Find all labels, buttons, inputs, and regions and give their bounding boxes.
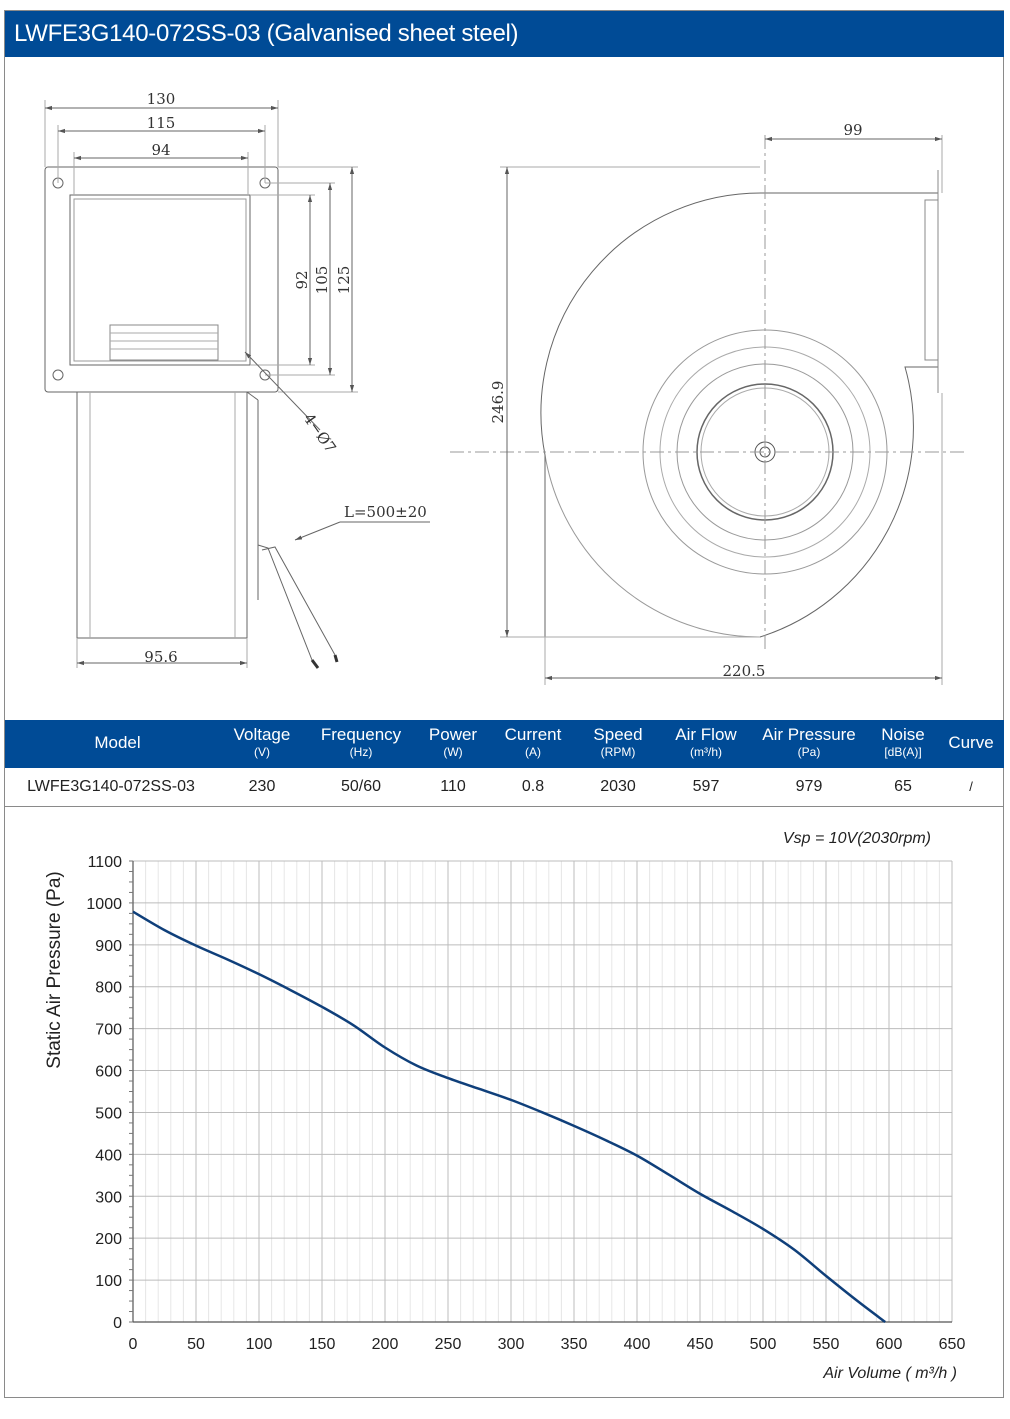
header-air-pressure: Air Pressure (Pa) xyxy=(762,725,856,759)
x-tick-label: 400 xyxy=(623,1336,651,1353)
x-tick-label: 50 xyxy=(187,1336,205,1353)
cable-wire xyxy=(258,545,312,660)
x-tick-label: 0 xyxy=(128,1336,138,1353)
header-speed: Speed (RPM) xyxy=(593,725,643,759)
grid-major xyxy=(133,861,952,1322)
y-tick-label: 500 xyxy=(95,1105,122,1123)
y-tick-label: 400 xyxy=(95,1147,122,1165)
dim-105: 105 xyxy=(313,265,331,295)
x-tick-label: 200 xyxy=(371,1336,399,1353)
x-tick-label: 350 xyxy=(560,1336,588,1353)
dim-246-9: 246.9 xyxy=(489,380,507,424)
y-tick-label: 300 xyxy=(95,1189,122,1207)
chart-axes xyxy=(129,861,952,1322)
dim-130: 130 xyxy=(146,90,176,108)
y-tick-labels xyxy=(86,854,122,1332)
spec-table-row xyxy=(5,768,1004,807)
x-tick-label: 650 xyxy=(938,1336,966,1353)
header-current: Current (A) xyxy=(504,725,562,759)
header-power: Power (W) xyxy=(428,725,478,759)
cell-frequency: 50/60 xyxy=(340,778,382,795)
header-noise: Noise [dB(A)] xyxy=(881,725,925,759)
dim-92: 92 xyxy=(293,270,311,290)
y-tick-label: 700 xyxy=(95,1021,122,1039)
motor-body xyxy=(77,392,247,638)
y-axis-label: Static Air Pressure (Pa) xyxy=(44,871,65,1069)
x-tick-label: 150 xyxy=(308,1336,336,1353)
x-tick-label: 250 xyxy=(434,1336,462,1353)
speed-annotation: Vsp = 10V(2030rpm) xyxy=(782,830,931,847)
y-tick-label: 900 xyxy=(95,937,122,955)
dim-125: 125 xyxy=(335,265,353,295)
header-air-flow: Air Flow (m³/h) xyxy=(675,725,737,759)
x-tick-label: 450 xyxy=(686,1336,714,1353)
grid-minor xyxy=(146,861,940,1322)
performance-chart xyxy=(5,807,1004,1397)
y-tick-label: 1100 xyxy=(87,854,122,871)
header-model: Model xyxy=(94,733,141,752)
cell-model: LWFE3G140-072SS-03 xyxy=(27,778,195,795)
x-tick-label: 550 xyxy=(812,1336,840,1353)
cell-noise: 65 xyxy=(894,778,912,795)
y-tick-label: 100 xyxy=(95,1273,122,1291)
drawing-svg xyxy=(5,57,1004,719)
dim-99: 99 xyxy=(843,121,863,139)
dim-94: 94 xyxy=(151,141,171,159)
y-tick-label: 200 xyxy=(95,1231,122,1249)
cell-curve: / xyxy=(969,779,973,794)
header-voltage: Voltage (V) xyxy=(233,725,291,759)
x-tick-label: 100 xyxy=(245,1336,273,1353)
cell-power: 110 xyxy=(440,778,466,795)
cell-air-pressure: 979 xyxy=(795,778,823,795)
header-curve: Curve xyxy=(948,733,994,752)
cell-current: 0.8 xyxy=(521,778,545,795)
chart-svg xyxy=(5,807,1004,1397)
cell-voltage: 230 xyxy=(248,778,276,795)
y-tick-label: 1000 xyxy=(86,895,122,913)
dim-220-5: 220.5 xyxy=(722,662,766,680)
cell-speed: 2030 xyxy=(600,778,636,795)
x-tick-labels xyxy=(129,1336,966,1353)
mount-hole-icon xyxy=(53,370,63,380)
dim-holes: 4−Ø7 xyxy=(299,409,340,457)
title-bar xyxy=(5,11,1004,57)
spec-table-header xyxy=(5,720,1004,768)
pressure-curve-line xyxy=(133,912,885,1322)
x-axis-label: Air Volume ( m³/h ) xyxy=(823,1365,957,1382)
x-tick-label: 500 xyxy=(749,1336,777,1353)
header-frequency: Frequency (Hz) xyxy=(320,725,402,759)
inlet-housing xyxy=(70,195,250,365)
dim-115: 115 xyxy=(146,114,176,132)
flange-outline xyxy=(45,167,278,392)
technical-drawing xyxy=(5,57,1004,719)
x-tick-label: 600 xyxy=(875,1336,903,1353)
cell-air-flow: 597 xyxy=(692,778,720,795)
dim-cable-length: L=500±20 xyxy=(344,503,427,521)
dim-95-6: 95.6 xyxy=(144,648,178,666)
cable-wire xyxy=(262,547,335,655)
y-tick-label: 800 xyxy=(95,979,122,997)
scroll-housing xyxy=(541,193,938,637)
y-tick-label: 0 xyxy=(113,1315,122,1332)
y-tick-label: 600 xyxy=(95,1063,122,1081)
page-title: LWFE3G140-072SS-03 (Galvanised sheet steel) xyxy=(14,20,519,47)
x-tick-label: 300 xyxy=(497,1336,525,1353)
